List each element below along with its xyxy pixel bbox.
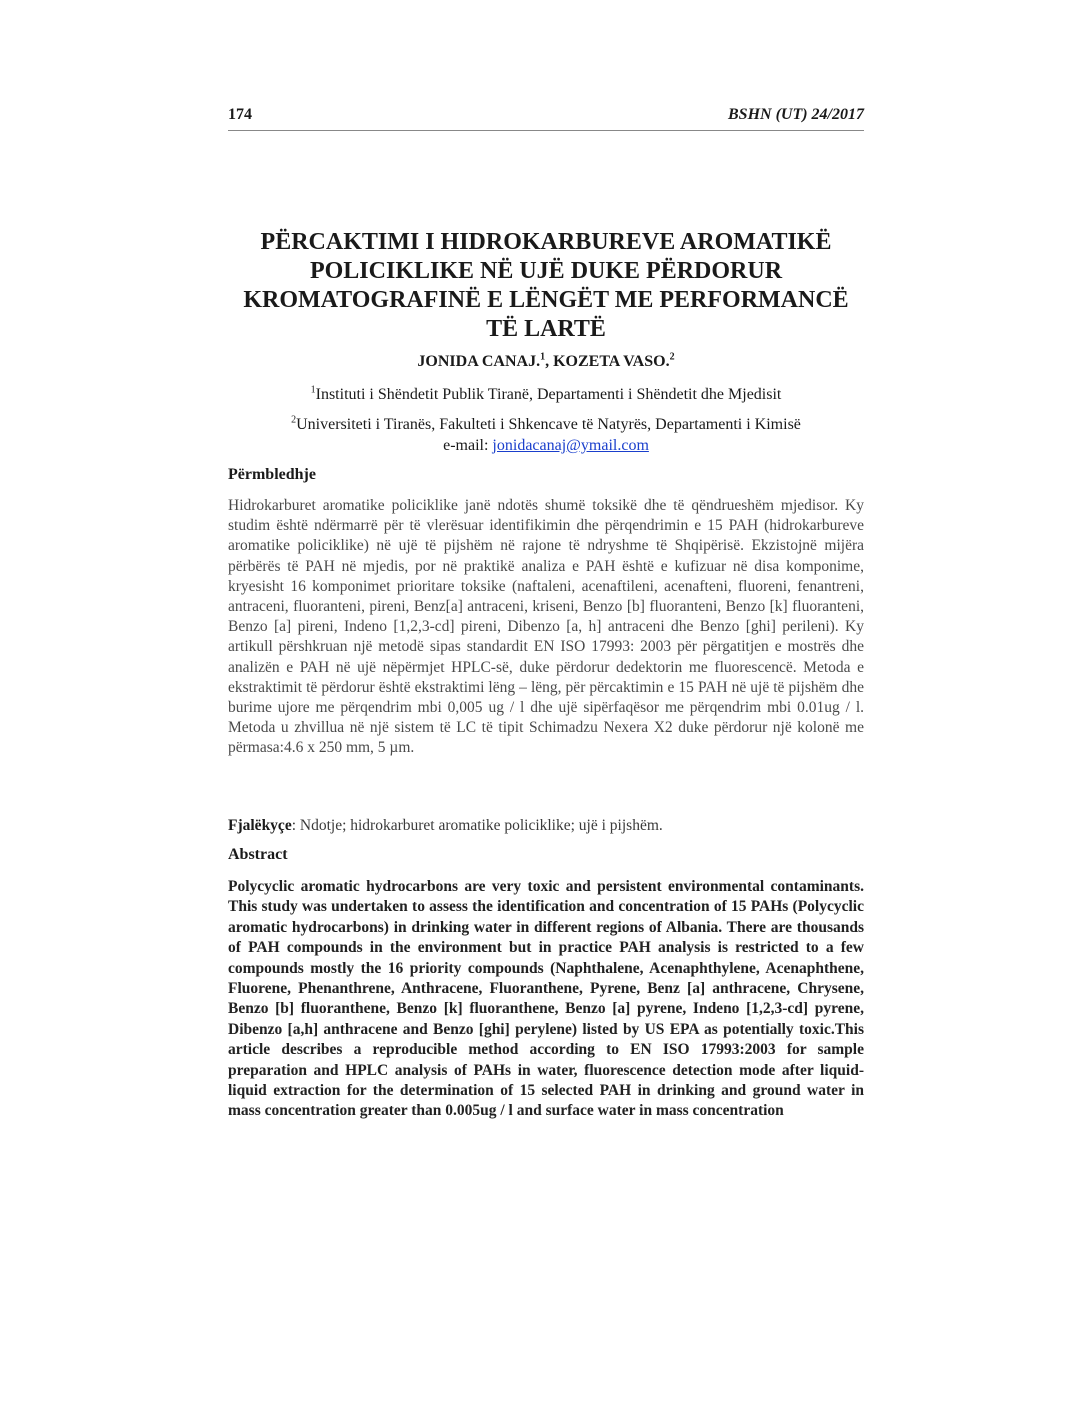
email-label: e-mail: <box>443 437 493 454</box>
keywords-label: Fjalëkyçe <box>228 817 292 834</box>
paper-title <box>228 228 864 344</box>
author-affiliation-marker: 2 <box>669 351 675 363</box>
affiliation-marker: 2 <box>291 414 297 426</box>
author-affiliation-marker: 1 <box>540 351 546 363</box>
keywords-text: : Ndotje; hidrokarburet aromatike policiklike; ujë i pijshëm. <box>291 817 663 834</box>
keywords <box>228 816 864 836</box>
author-separator: , <box>545 353 554 370</box>
english-abstract-text: Polycyclic aromatic hydrocarbons are very toxic and persistent environmental contaminants. This study was undertaken to assess the identification and concentration of 15 PAHs (Polycyclic aromatic hydrocarbons) in drinking water in different regions of Albania. There are thousands of PAH compounds in the environment but in practice PAH analysis is restricted to a few compounds mostly the 16 priority compounds (Naphthalene, Acenaphthylene, Acenaphthene, Fluorene, Phenanthrene, Anthracene, Fluoranthene, Pyrene, Benz [a] anthracene, Chrysene, Benzo [b] fluoranthene, Benzo [k] fluoranthene, Benzo [a] pyrene, Indeno [1,2,3-cd] pyrene, Dibenzo [a,h] anthracene and Benzo [ghi] perylene) listed by US EPA as potentially toxic.This article describes a reproducible method according to EN ISO 17993:2003 for sample preparation and HPLC analysis of PAHs in water, fluorescence detection mode after liquid-liquid extraction for the determination of 15 selected PAH in drinking and ground water in mass concentration greater than 0.005ug / l and surface water in mass concentration <box>228 878 864 1120</box>
title-line: KROMATOGRAFINË E LËNGËT ME PERFORMANCË <box>243 287 849 313</box>
running-header <box>228 106 864 131</box>
contact-email <box>228 435 864 456</box>
albanian-abstract-heading: Përmbledhje <box>228 466 316 483</box>
affiliation-text: Instituti i Shëndetit Publik Tiranë, Departamenti i Shëndetit dhe Mjedisit <box>315 386 782 403</box>
author-list <box>228 353 864 371</box>
journal-citation: BSHN (UT) 24/2017 <box>728 106 864 123</box>
english-abstract-heading: Abstract <box>228 846 288 863</box>
page-number: 174 <box>228 106 252 123</box>
email-link[interactable]: jonidacanaj@ymail.com <box>492 437 649 454</box>
albanian-abstract-text: Hidrokarburet aromatike policiklike janë ndotës shumë toksikë dhe të qëndrueshëm mjedisor. Ky studim është ndërmarrë për të vlerësuar identifikimin dhe përqendrimin e 15 PAH (hidrokarbureve aromatike policiklike) në ujë të pijshëm në rajone të ndryshme të Shqipërisë. Ekzistojnë mijëra përbërës të PAH në mjedis, por në praktikë analiza e PAH është e kufizuar në disa komponime, kryesisht 16 komponimet prioritare toksike (naftaleni, acenaftileni, acenafteni, fluoreni, fenantreni, antraceni, fluoranteni, pireni, Benz[a] antraceni, kriseni, Benzo [b] fluoranteni, Benzo [k] fluoranteni, Benzo [a] pireni, Indeno [1,2,3-cd] pireni, Dibenzo [a, h] antraceni dhe Benzo [ghi] perileni). Ky artikull përshkruan një metodë sipas standardit EN ISO 17993: 2003 për përgatitjen e mostrës dhe analizën e PAH në ujë nëpërmjet HPLC-së, duke përdorur dedektorin me fluorescencë. Metoda e ekstraktimit të përdorur është ekstraktimi lëng – lëng, për përcaktimin e 15 PAH në ujë të pijshëm dhe burime ujore me përqendrim mbi 0,005 ug / l dhe ujë sipërfaqësor me përqendrim mbi 0.01ug / l. Metoda u zhvillua në një sistem të LC të tipit Schimadzu Nexera X2 duke përdorur një kolonë me përmasa:4.6 x 250 mm, 5 µm. <box>228 497 864 757</box>
affiliation-2 <box>228 414 864 456</box>
author-name: JONIDA CANAJ. <box>417 353 541 370</box>
affiliation-marker: 1 <box>310 384 316 396</box>
affiliation-text: Universiteti i Tiranës, Fakulteti i Shkencave të Natyrës, Departamenti i Kimisë <box>296 416 801 433</box>
title-line: PËRCAKTIMI I HIDROKARBUREVE AROMATIKË <box>260 229 832 255</box>
title-line: TË LARTË <box>486 316 606 342</box>
affiliation-1 <box>228 384 864 405</box>
title-line: POLICIKLIKE NË UJË DUKE PËRDORUR <box>309 258 783 284</box>
author-name: KOZETA VASO. <box>553 353 670 370</box>
